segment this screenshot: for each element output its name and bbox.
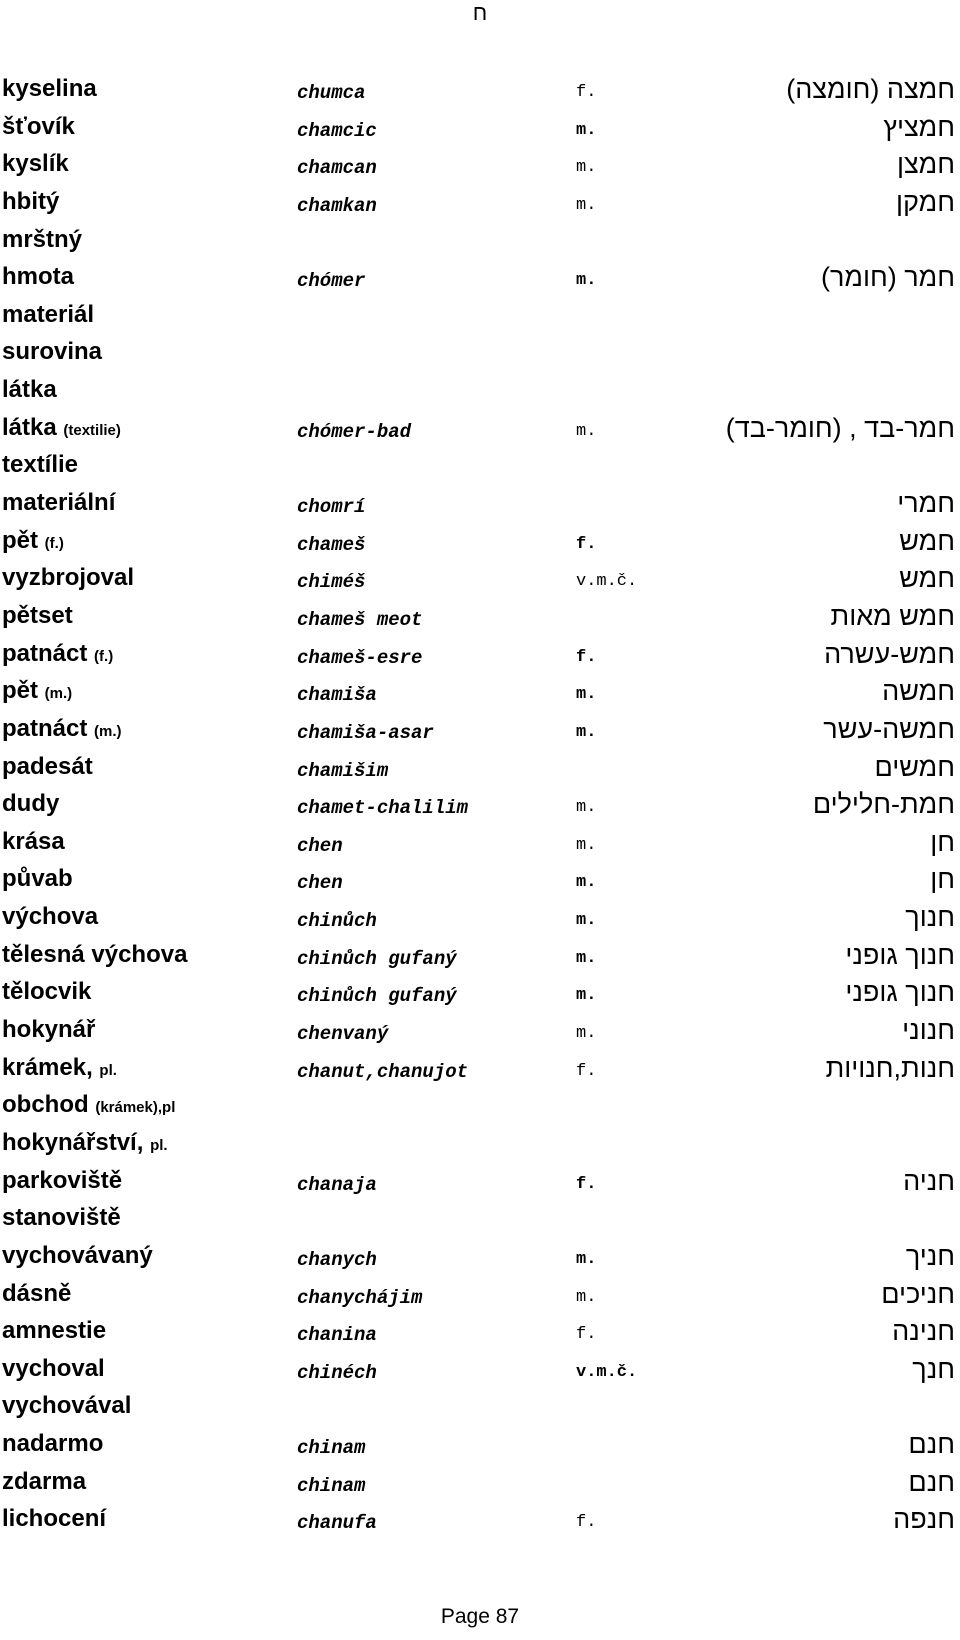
czech-term [2, 861, 73, 897]
transliteration: chómer-bad [297, 420, 412, 443]
hebrew-term: חנוני [902, 1015, 955, 1046]
czech-word: dásně [2, 1279, 72, 1307]
transliteration: chanychájim [297, 1286, 423, 1309]
transliteration: chomrí [297, 496, 366, 519]
grammatical-gender: f. [576, 83, 597, 102]
grammatical-gender: m. [576, 421, 597, 441]
czech-word: výchova [2, 903, 99, 931]
czech-term [2, 523, 64, 562]
entry-row [0, 749, 960, 787]
czech-term [2, 824, 65, 860]
czech-term [2, 598, 73, 634]
czech-term [2, 1426, 103, 1462]
hebrew-term: חמר-בד , (חומר-בד) [725, 412, 955, 443]
grammatical-gender: f. [576, 1325, 597, 1345]
hebrew-term: חמשה [882, 676, 955, 707]
transliteration: chanut,chanujot [297, 1060, 469, 1083]
entry-row [0, 1012, 960, 1050]
entry-row [0, 1238, 960, 1276]
hebrew-term: חניה [903, 1165, 955, 1196]
czech-term [2, 560, 134, 596]
entry-row [0, 259, 960, 297]
grammatical-gender: f. [576, 1174, 597, 1194]
czech-term [2, 146, 69, 182]
grammatical-gender: m. [576, 986, 597, 1006]
hebrew-term: חמר (חומר) [821, 262, 955, 293]
transliteration: chamiša [297, 684, 377, 707]
czech-term [2, 71, 97, 107]
transliteration: chómer [297, 270, 366, 293]
czech-word: krása [2, 827, 65, 855]
hebrew-term: חנוך גופני [845, 939, 955, 970]
czech-note: (krámek),pl [95, 1099, 176, 1117]
transliteration: chamcan [297, 157, 377, 180]
entry-row [0, 899, 960, 937]
hebrew-term: חמצה (חומצה) [786, 74, 955, 104]
hebrew-term: חמש מאות [830, 600, 955, 631]
hebrew-term: חן [930, 864, 955, 895]
hebrew-term: חנוך [905, 902, 955, 933]
czech-term [2, 1050, 117, 1089]
grammatical-gender: m. [576, 1249, 597, 1269]
hebrew-term: חמשים [874, 751, 955, 782]
grammatical-gender: m. [576, 873, 597, 893]
czech-word: hokynářství, [2, 1128, 144, 1156]
czech-note: (m.) [94, 722, 122, 740]
czech-note: (textilie) [63, 421, 121, 439]
entry-row [0, 222, 960, 260]
czech-word: tělocvik [2, 978, 92, 1006]
czech-term [2, 334, 102, 370]
czech-term [2, 786, 59, 822]
czech-word: amnestie [2, 1317, 107, 1345]
entry-row [0, 598, 960, 636]
grammatical-gender: m. [576, 195, 597, 215]
czech-word: hokynář [2, 1016, 96, 1044]
czech-word: materiál [2, 300, 95, 328]
czech-term [2, 184, 59, 220]
czech-term [2, 974, 91, 1010]
hebrew-term: חמקן [896, 186, 955, 217]
entry-row [0, 410, 960, 448]
czech-note: (f.) [44, 534, 64, 552]
hebrew-term: חמציץ [883, 111, 955, 142]
hebrew-term: חן [930, 826, 955, 857]
grammatical-gender: m. [576, 1024, 597, 1044]
czech-word: padesát [2, 752, 93, 780]
czech-term [2, 410, 121, 449]
hebrew-term: חניך [905, 1240, 955, 1271]
entry-row [0, 485, 960, 523]
czech-word: kyslík [2, 150, 69, 178]
transliteration: chamišim [297, 759, 389, 782]
czech-word: hbitý [2, 187, 60, 215]
transliteration: chen [297, 872, 343, 895]
czech-term [2, 297, 94, 333]
czech-word: pětset [2, 601, 73, 629]
dictionary-entries [0, 71, 960, 1539]
czech-term [2, 1464, 86, 1500]
czech-word: patnáct [2, 714, 88, 742]
transliteration: chumca [297, 82, 366, 104]
czech-term [2, 1238, 153, 1274]
grammatical-gender: f. [576, 1061, 597, 1081]
czech-word: patnáct [2, 639, 88, 667]
grammatical-gender: f. [576, 1513, 597, 1533]
hebrew-term: חנוך גופני [845, 977, 955, 1008]
transliteration: chamkan [297, 194, 377, 217]
czech-term [2, 447, 78, 483]
entry-row [0, 146, 960, 184]
transliteration: chamcic [297, 119, 377, 142]
transliteration: chinam [297, 1474, 366, 1497]
transliteration: chinůch [297, 910, 377, 933]
grammatical-gender: m. [576, 798, 597, 818]
czech-term [2, 749, 93, 785]
hebrew-term: חניכים [881, 1278, 955, 1309]
grammatical-gender: m. [576, 948, 597, 968]
czech-word: vychovával [2, 1392, 132, 1420]
czech-term [2, 372, 57, 408]
czech-term [2, 1200, 121, 1236]
entry-row [0, 673, 960, 711]
transliteration: chameš-esre [297, 646, 423, 669]
grammatical-gender: m. [576, 911, 597, 931]
czech-word: půvab [2, 865, 73, 893]
grammatical-gender: m. [576, 271, 597, 291]
czech-word: vychoval [2, 1354, 105, 1382]
hebrew-term: חנם [908, 1429, 955, 1460]
czech-term [2, 1087, 175, 1126]
entry-row [0, 1050, 960, 1088]
grammatical-gender: m. [576, 158, 597, 178]
czech-term [2, 1276, 71, 1312]
czech-term [2, 1501, 106, 1537]
transliteration: chinam [297, 1437, 366, 1460]
czech-term [2, 1012, 95, 1048]
czech-word: obchod [2, 1091, 89, 1119]
czech-term [2, 711, 122, 750]
czech-term [2, 1351, 105, 1387]
transliteration: chen [297, 834, 343, 857]
hebrew-term: חמשה-עשר [823, 713, 955, 744]
czech-term [2, 222, 82, 258]
transliteration: chanufa [297, 1512, 377, 1535]
entry-row [0, 109, 960, 147]
czech-term [2, 1163, 122, 1199]
page-number: Page 87 [440, 1605, 520, 1628]
entry-row [0, 1351, 960, 1389]
czech-word: kyselina [2, 75, 97, 102]
czech-term [2, 109, 75, 145]
transliteration: chinéch [297, 1361, 377, 1384]
czech-word: pět [2, 526, 38, 554]
entry-row [0, 372, 960, 410]
entry-row [0, 1388, 960, 1426]
entry-row [0, 447, 960, 485]
czech-note: (m.) [44, 685, 73, 703]
czech-word: šťovík [2, 112, 75, 140]
czech-word: stanoviště [2, 1204, 121, 1232]
czech-word: látka [2, 413, 57, 441]
entry-row [0, 636, 960, 674]
grammatical-gender: v.m.č. [576, 572, 638, 592]
transliteration: chanaja [297, 1173, 377, 1196]
entry-row [0, 974, 960, 1012]
entry-row [0, 71, 960, 109]
czech-word: mrštný [2, 225, 83, 253]
czech-term [2, 1388, 131, 1424]
hebrew-term: חמת-חלילים [812, 789, 955, 820]
entry-row [0, 786, 960, 824]
czech-note: pl. [150, 1136, 168, 1154]
transliteration: chameš [297, 533, 366, 556]
grammatical-gender: m. [576, 685, 597, 705]
hebrew-term: חנפה [893, 1504, 955, 1535]
grammatical-gender: v.m.č. [576, 1362, 638, 1382]
grammatical-gender: m. [576, 120, 597, 140]
entry-row [0, 1163, 960, 1201]
transliteration: chanina [297, 1324, 377, 1347]
czech-word: textílie [2, 451, 79, 479]
entry-row [0, 1087, 960, 1125]
czech-word: vyzbrojoval [2, 564, 135, 592]
czech-word: lichocení [2, 1505, 107, 1533]
grammatical-gender: f. [576, 534, 597, 554]
grammatical-gender: m. [576, 722, 597, 742]
czech-word: vychovávaný [2, 1241, 153, 1269]
hebrew-term: חמרי [897, 488, 955, 519]
czech-word: hmota [2, 263, 74, 291]
entry-row [0, 1501, 960, 1539]
entry-row [0, 1313, 960, 1351]
hebrew-term: חנך [912, 1353, 955, 1384]
hebrew-term: חנינה [892, 1316, 955, 1347]
czech-word: zdarma [2, 1467, 87, 1495]
entry-row [0, 1276, 960, 1314]
hebrew-term: חמצן [896, 149, 955, 180]
czech-term [2, 636, 113, 675]
czech-word: dudy [2, 790, 60, 818]
hebrew-term: חמש [899, 563, 955, 594]
entry-row [0, 1464, 960, 1502]
entry-row [0, 1426, 960, 1464]
entry-row [0, 334, 960, 372]
czech-word: látka [2, 376, 57, 404]
transliteration: chenvaný [297, 1023, 389, 1046]
entry-row [0, 824, 960, 862]
czech-term [2, 1125, 168, 1164]
czech-word: surovina [2, 338, 103, 366]
entry-row [0, 184, 960, 222]
entry-row [0, 523, 960, 561]
czech-word: parkoviště [2, 1166, 123, 1194]
entry-row [0, 1200, 960, 1238]
grammatical-gender: f. [576, 647, 597, 667]
hebrew-term: חנם [908, 1466, 955, 1497]
hebrew-term: חמש-עשרה [824, 638, 955, 669]
entry-row [0, 861, 960, 899]
transliteration: chameš meot [297, 608, 423, 631]
entry-row [0, 937, 960, 975]
grammatical-gender: m. [576, 835, 597, 855]
entry-row [0, 711, 960, 749]
czech-term [2, 673, 72, 712]
entry-row [0, 1125, 960, 1163]
czech-note: pl. [99, 1061, 117, 1079]
transliteration: chamiša-asar [297, 721, 434, 744]
transliteration: chinůch gufaný [297, 985, 457, 1008]
transliteration: chinůch gufaný [297, 947, 457, 970]
czech-term [2, 485, 115, 521]
czech-word: nadarmo [2, 1430, 104, 1458]
czech-word: materiální [2, 489, 116, 517]
transliteration: chamet-chalilim [297, 797, 469, 820]
entry-row [0, 560, 960, 598]
transliteration: chanych [297, 1248, 377, 1271]
czech-word: tělesná výchova [2, 940, 188, 968]
page-letter-header: ח [472, 0, 488, 25]
czech-term [2, 937, 187, 973]
hebrew-term: חנות,חנויות [825, 1052, 955, 1083]
transliteration: chiméš [297, 571, 366, 594]
czech-term [2, 899, 98, 935]
czech-note: (f.) [94, 647, 114, 665]
entry-row [0, 297, 960, 335]
czech-word: pět [2, 677, 38, 705]
czech-term [2, 259, 74, 295]
grammatical-gender: m. [576, 1287, 597, 1307]
czech-word: krámek, [2, 1053, 93, 1081]
hebrew-term: חמש [899, 525, 955, 556]
czech-term [2, 1313, 106, 1349]
